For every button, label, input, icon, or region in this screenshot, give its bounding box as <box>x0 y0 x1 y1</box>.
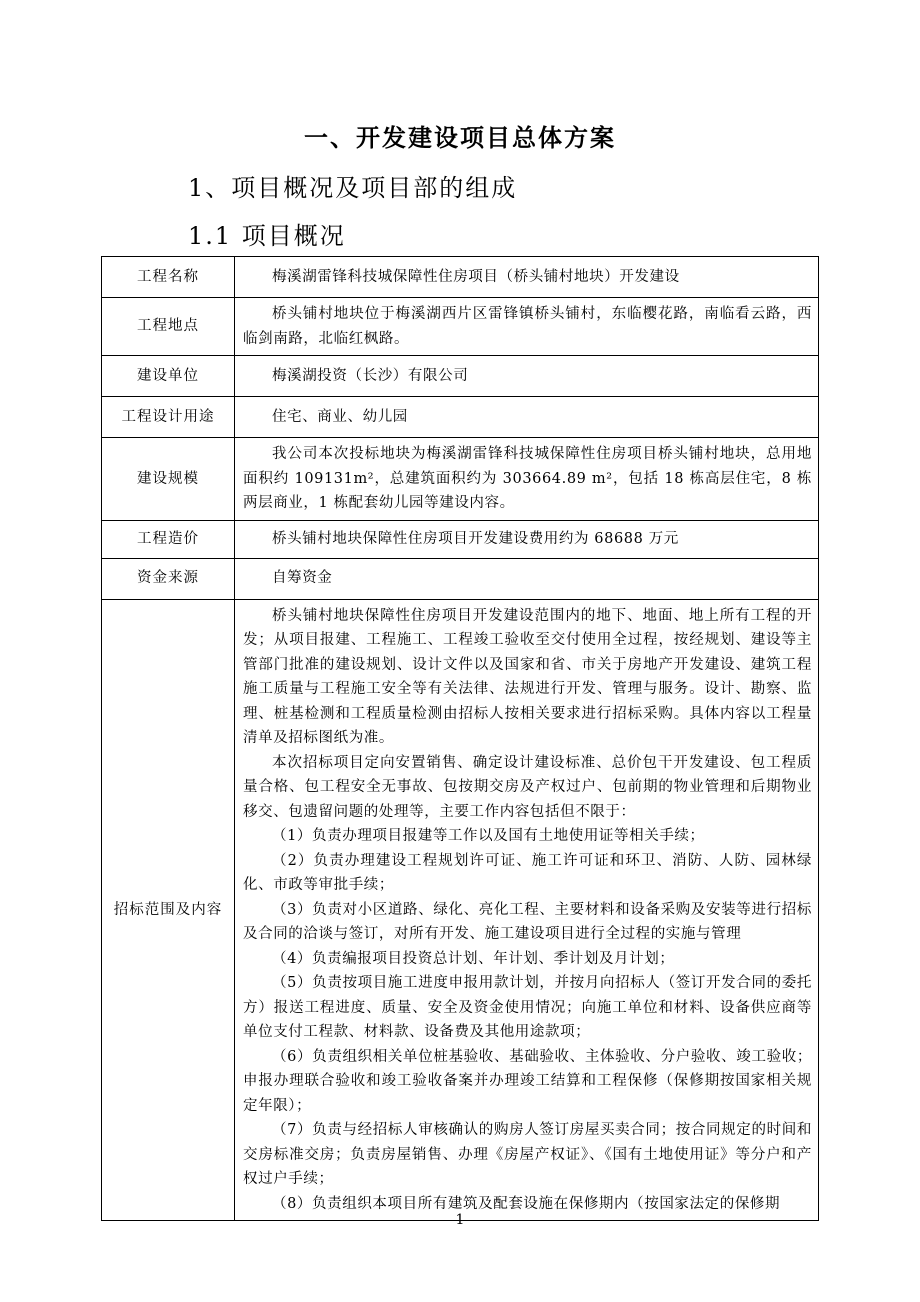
section-title: 一、开发建设项目总体方案 <box>304 124 616 152</box>
row-label: 建设单位 <box>102 356 235 397</box>
row-label: 招标范围及内容 <box>102 599 235 1221</box>
scope-item: （3）负责对小区道路、绿化、亮化工程、主要材料和设备采购及安装等进行招标及合同的洽谈与签订，对所有开发、施工建设项目进行全过程的实施与管理 <box>243 901 812 942</box>
row-value: 梅溪湖雷锋科技城保障性住房项目（桥头铺村地块）开发建设 <box>235 257 819 298</box>
table-row <box>102 520 819 558</box>
scope-paragraph: 本次招标项目定向安置销售、确定设计建设标准、总价包干开发建设、包工程质量合格、包工程安全无事故、包按期交房及产权过户、包前期的物业管理和后期物业移交、包遗留问题的处理等，主要工作内容包括但不限于： <box>243 754 812 820</box>
row-value: 我公司本次投标地块为梅溪湖雷锋科技城保障性住房项目桥头铺村地块，总用地面积约 109131m²，总建筑面积约为 303664.89 m²，包括 18 栋高层住宅，8 栋两层商业，1 栋配套幼儿园等建设内容。 <box>235 438 819 521</box>
scope-item: （4）负责编报项目投资总计划、年计划、季计划及月计划； <box>272 950 675 967</box>
scope-item: （7）负责与经招标人审核确认的购房人签订房屋买卖合同；按合同规定的时间和交房标准交房；负责房屋销售、办理《房屋产权证》、《国有土地使用证》等分户和产权过户手续； <box>243 1122 812 1187</box>
scope-item: （1）负责办理项目报建等工作以及国有土地使用证等相关手续； <box>272 828 705 844</box>
row-value: 桥头铺村地块位于梅溪湖西片区雷锋镇桥头铺村，东临樱花路，南临看云路，西临剑南路，北临红枫路。 <box>235 298 819 356</box>
table-row <box>102 298 819 356</box>
table-row <box>102 356 819 397</box>
scope-paragraph: 桥头铺村地块保障性住房项目开发建设范围内的地下、地面、地上所有工程的开发；从项目报建、工程施工、工程竣工验收至交付使用全过程，按经规划、建设等主管部门批准的建设规划、设计文件以及国家和省、市关于房地产开发建设、建筑工程施工质量与工程施工安全等有关法律、法规进行开发、管理与服务。设计、勘察、监理、桩基检测和工程质量检测由招标人按相关要求进行招标采购。具体内容以工程量清单及招标图纸为准。 <box>243 607 812 746</box>
scope-item: （2）负责办理建设工程规划许可证、施工许可证和环卫、消防、人防、园林绿化、市政等审批手续； <box>243 852 812 893</box>
row-label: 资金来源 <box>102 558 235 599</box>
project-overview-table <box>101 256 819 1221</box>
table-row <box>102 558 819 599</box>
table-row <box>102 257 819 298</box>
row-label: 工程设计用途 <box>102 397 235 438</box>
sub-subsection-title: 1.1 项目概况 <box>188 222 346 250</box>
row-label: 工程造价 <box>102 520 235 558</box>
scope-content <box>235 599 819 1221</box>
row-value: 桥头铺村地块保障性住房项目开发建设费用约为 68688 万元 <box>235 520 819 558</box>
table-row <box>102 397 819 438</box>
table-row <box>102 438 819 521</box>
scope-item: （6）负责组织相关单位桩基验收、基础验收、主体验收、分户验收、竣工验收；申报办理联合验收和竣工验收备案并办理竣工结算和工程保修（保修期按国家相关规定年限）； <box>243 1048 812 1114</box>
scope-item: （8）负责组织本项目所有建筑及配套设施在保修期内（按国家法定的保修期 <box>272 1195 781 1212</box>
row-label: 工程地点 <box>102 298 235 356</box>
row-value: 梅溪湖投资（长沙）有限公司 <box>235 356 819 397</box>
page-number: 1 <box>455 1212 465 1228</box>
scope-item: （5）负责按项目施工进度申报用款计划，并按月向招标人（签订开发合同的委托方）报送工程进度、质量、安全及资金使用情况；向施工单位和材料、设备供应商等单位支付工程款、材料款、设备费及其他用途款项； <box>243 975 812 1040</box>
row-label: 建设规模 <box>102 438 235 521</box>
table-row <box>102 599 819 1221</box>
row-value: 住宅、商业、幼儿园 <box>235 397 819 438</box>
row-value: 自筹资金 <box>235 558 819 599</box>
subsection-title: 1、项目概况及项目部的组成 <box>188 174 518 202</box>
row-label: 工程名称 <box>102 257 235 298</box>
